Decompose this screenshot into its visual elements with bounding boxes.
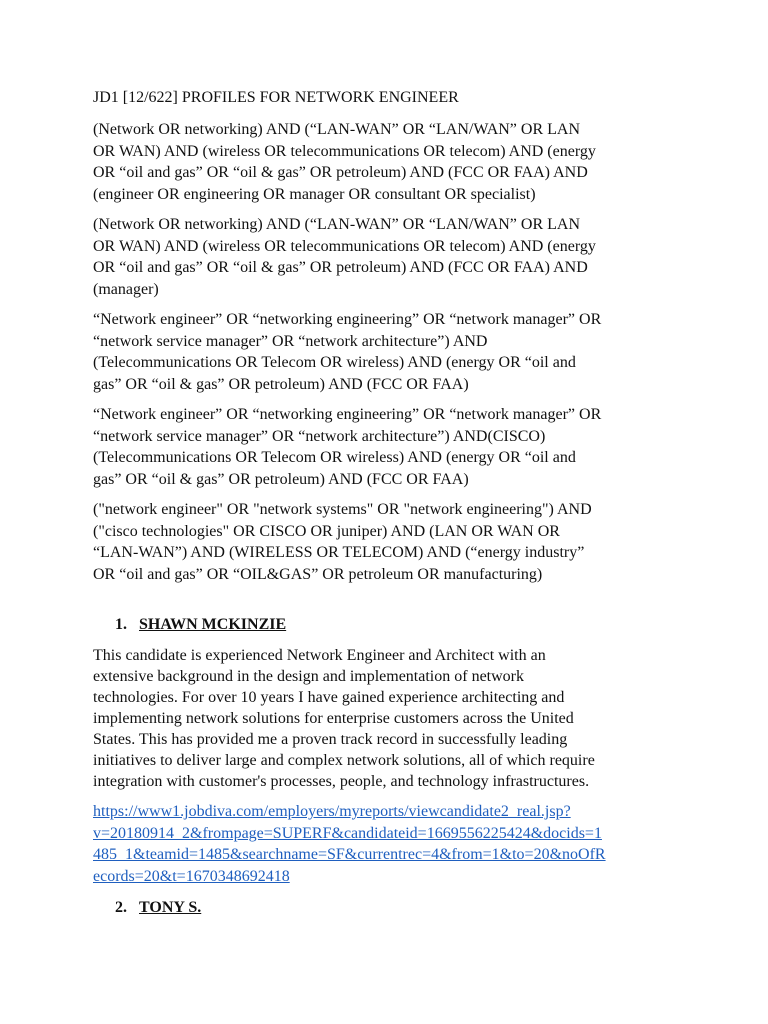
candidate-2-number: 2. <box>115 899 127 916</box>
candidate-2-name: TONY S. <box>139 899 202 916</box>
boolean-query-1: (Network OR networking) AND (“LAN-WAN” OR “LAN/WAN” OR LAN OR WAN) AND (wireless OR telecommunications OR telecom) AND (energy OR “oil and gas” OR “oil & gas” OR petroleum) AND (FCC OR FAA) AND (engineer OR engineering OR manager OR consultant OR specialist) <box>93 121 596 203</box>
boolean-query-3: “Network engineer” OR “networking engineering” OR “network manager” OR “network service manager” OR “network architecture”) AND (Telecommunications OR Telecom OR wireless) AND (energy OR “oil and gas” OR “oil & gas” OR petroleum) AND (FCC OR FAA) <box>93 311 602 393</box>
boolean-query-4: “Network engineer” OR “networking engineering” OR “network manager” OR “network service manager” OR “network architecture”) AND(CISCO) (Telecommunications OR Telecom OR wireless) AND (energy OR “oil and gas” OR “oil & gas” OR petroleum) AND (FCC OR FAA) <box>93 406 602 488</box>
boolean-query-2: (Network OR networking) AND (“LAN-WAN” OR “LAN/WAN” OR LAN OR WAN) AND (wireless OR telecommunications OR telecom) AND (energy OR “oil and gas” OR “oil & gas” OR petroleum) AND (FCC OR FAA) AND (manager) <box>93 216 596 298</box>
boolean-query-5: ("network engineer" OR "network systems" OR "network engineering") AND ("cisco technologies" OR CISCO OR juniper) AND (LAN OR WAN OR “LAN-WAN”) AND (WIRELESS OR TELECOM) AND (“energy industry” OR “oil and gas” OR “OIL&GAS” OR petroleum OR manufacturing) <box>93 501 592 583</box>
candidate-1-header <box>93 615 673 635</box>
document-page <box>93 88 673 928</box>
candidate-1-number: 1. <box>115 616 127 633</box>
candidate-1-profile-link[interactable]: https://www1.jobdiva.com/employers/myreports/viewcandidate2_real.jsp? v=20180914_2&frompage=SUPERF&candidateid=1669556225424&docids=1 485_1&teamid=1485&searchname=SF&currentrec=4&from=1&to=20&noOfR ecords=20&t=1670348692418 <box>93 803 606 885</box>
document-heading: JD1 [12/622] PROFILES FOR NETWORK ENGINEER <box>93 89 459 106</box>
candidate-1-name: SHAWN MCKINZIE <box>139 616 287 633</box>
candidate-1-summary: This candidate is experienced Network Engineer and Architect with an extensive background in the design and implementation of network technologies. For over 10 years I have gained experience architecting and implementing network solutions for enterprise customers across the United States. This has provided me a proven track record in successfully leading initiatives to deliver large and complex network solutions, all of which require integration with customer's processes, people, and technology infrastructures. <box>93 647 595 790</box>
candidate-2-header <box>93 898 673 918</box>
